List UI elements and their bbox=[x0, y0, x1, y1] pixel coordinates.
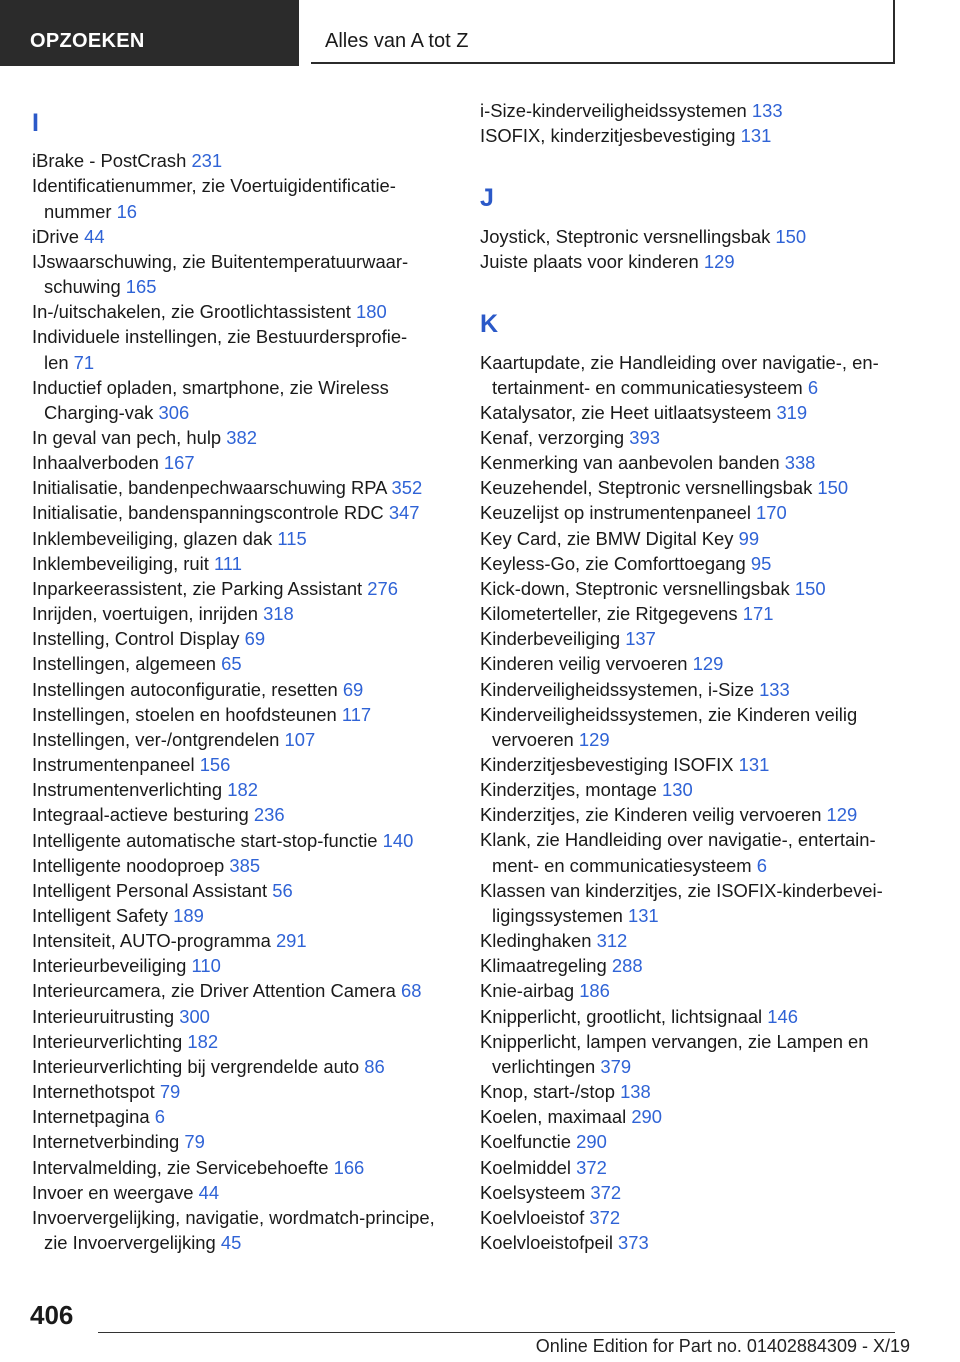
page-link[interactable]: 186 bbox=[579, 980, 610, 1002]
index-entry bbox=[32, 651, 452, 676]
index-entry bbox=[480, 123, 910, 148]
page-link[interactable]: 372 bbox=[576, 1156, 607, 1178]
section-gap bbox=[480, 274, 910, 299]
index-entry bbox=[32, 425, 452, 450]
entry-text: Koelsysteem bbox=[480, 1181, 586, 1203]
index-entry bbox=[32, 551, 452, 576]
entry-text: Juiste plaats voor kinderen bbox=[480, 250, 699, 272]
entry-text: Charging-vak bbox=[44, 401, 154, 423]
page-link[interactable]: 79 bbox=[159, 1081, 181, 1103]
page-link[interactable]: 338 bbox=[784, 452, 816, 474]
page-link[interactable]: 133 bbox=[759, 678, 790, 700]
index-entry bbox=[480, 98, 910, 123]
entry-text: Inparkeerassistent, zie Parking Assistant bbox=[32, 577, 363, 599]
index-entry bbox=[32, 1079, 452, 1104]
entry-text: Identificatienummer, zie Voertuigidentificatie- bbox=[32, 175, 396, 197]
entry-text: Internetverbinding bbox=[32, 1131, 180, 1153]
entry-text: Knop, start-/stop bbox=[480, 1081, 615, 1103]
entry-text: Kinderveiligheidssystemen, i-Size bbox=[480, 678, 754, 700]
page-link[interactable]: 99 bbox=[738, 527, 760, 549]
page-link[interactable]: 131 bbox=[627, 904, 659, 926]
page-link[interactable]: 6 bbox=[807, 376, 819, 398]
page-link[interactable]: 69 bbox=[244, 628, 266, 650]
entry-text: In-/uitschakelen, zie Grootlichtassistent bbox=[32, 301, 351, 323]
entry-text: zie Invoervergelijking bbox=[44, 1232, 216, 1254]
page-link[interactable]: 131 bbox=[738, 754, 770, 775]
page-number: 406 bbox=[30, 1300, 74, 1330]
index-entry bbox=[480, 626, 910, 651]
entry-text: Keuzehendel, Steptronic versnellingsbak bbox=[480, 477, 813, 499]
entry-text: Integraal-actieve besturing bbox=[32, 804, 249, 826]
page-link[interactable]: 79 bbox=[184, 1131, 205, 1153]
entry-text: Intelligente noodoproep bbox=[32, 854, 225, 876]
index-entry bbox=[32, 903, 452, 928]
index-entry bbox=[480, 500, 910, 525]
page-link[interactable]: 300 bbox=[179, 1005, 210, 1027]
entry-text: Koelvloeistof bbox=[480, 1206, 585, 1228]
index-entry bbox=[32, 1104, 452, 1129]
entry-text: Interieurcamera, zie Driver Attention Camera bbox=[32, 980, 396, 1002]
entry-text: Kinderbeveiliging bbox=[480, 628, 621, 650]
entry-text: Instrumentenpaneel bbox=[32, 754, 195, 776]
index-entry bbox=[32, 324, 452, 374]
entry-text: Knie-airbag bbox=[480, 980, 575, 1002]
index-entry bbox=[32, 224, 452, 249]
page-link[interactable]: 318 bbox=[263, 603, 294, 625]
page-link[interactable]: 86 bbox=[364, 1055, 385, 1077]
page-link[interactable]: 95 bbox=[750, 552, 772, 574]
index-entry bbox=[32, 802, 452, 827]
entry-text: Kick-down, Steptronic versnellingsbak bbox=[480, 577, 790, 599]
page-link[interactable]: 107 bbox=[284, 728, 316, 750]
page-link[interactable]: 56 bbox=[272, 879, 293, 901]
index-entry bbox=[480, 249, 910, 274]
index-entry bbox=[32, 727, 452, 752]
page-link[interactable]: 312 bbox=[596, 930, 628, 952]
page-link[interactable]: 129 bbox=[692, 653, 724, 675]
page-link[interactable]: 150 bbox=[775, 225, 807, 247]
page-link[interactable]: 182 bbox=[227, 779, 258, 801]
page-link[interactable]: 133 bbox=[751, 100, 783, 121]
index-entry bbox=[32, 576, 452, 601]
entry-text: Instrumentenverlichting bbox=[32, 779, 223, 801]
entry-text: Inklembeveiliging, glazen dak bbox=[32, 527, 273, 549]
entry-text: Individuele instellingen, zie Bestuurdersprofie- bbox=[32, 326, 408, 348]
entry-text: Initialisatie, bandenspanningscontrole RDC bbox=[32, 502, 384, 524]
entry-text: Koelfunctie bbox=[480, 1131, 571, 1153]
section-gap bbox=[480, 148, 910, 173]
entry-text: Instellingen, algemeen bbox=[32, 653, 217, 675]
entry-text: Intelligent Safety bbox=[32, 904, 168, 926]
page-link[interactable]: 167 bbox=[163, 452, 195, 474]
index-entry bbox=[480, 978, 910, 1003]
page-link[interactable]: 45 bbox=[220, 1232, 242, 1254]
page-link[interactable]: 170 bbox=[756, 502, 787, 524]
index-entry bbox=[32, 1155, 452, 1180]
page-link[interactable]: 129 bbox=[826, 804, 858, 826]
index-entry bbox=[480, 1205, 910, 1230]
page-link[interactable]: 372 bbox=[589, 1206, 621, 1228]
entry-text: IJswaarschuwing, zie Buitentemperatuurwaar- bbox=[32, 250, 409, 272]
index-entry bbox=[480, 601, 910, 626]
entry-text: ment- en communicatiesysteem bbox=[492, 854, 752, 876]
entry-text: Koelen, maximaal bbox=[480, 1106, 627, 1128]
page-link[interactable]: 372 bbox=[590, 1181, 622, 1203]
index-entry bbox=[32, 249, 452, 299]
page-link[interactable]: 150 bbox=[794, 577, 826, 599]
index-entry bbox=[32, 828, 452, 853]
page-link[interactable]: 65 bbox=[221, 653, 242, 675]
page-link[interactable]: 180 bbox=[356, 301, 387, 323]
page-link[interactable]: 129 bbox=[578, 728, 610, 750]
entry-text: Kinderzitjes, zie Kinderen veilig vervoeren bbox=[480, 804, 822, 826]
page-link[interactable]: 347 bbox=[388, 502, 420, 524]
entry-text: Kinderveiligheidssystemen, zie Kinderen veilig bbox=[480, 703, 858, 725]
footer-divider bbox=[98, 1332, 895, 1333]
index-entry bbox=[480, 1104, 910, 1129]
page-link[interactable]: 138 bbox=[620, 1081, 651, 1103]
page-link[interactable]: 115 bbox=[277, 527, 307, 549]
index-entry bbox=[480, 400, 910, 425]
entry-text: len bbox=[44, 351, 69, 373]
entry-text: Instelling, Control Display bbox=[32, 628, 240, 650]
index-entry bbox=[32, 928, 452, 953]
index-entry bbox=[32, 450, 452, 475]
entry-text: Kenaf, verzorging bbox=[480, 426, 625, 448]
entry-text: schuwing bbox=[44, 276, 121, 298]
index-entry bbox=[480, 752, 910, 777]
page-link[interactable]: 288 bbox=[611, 955, 643, 977]
page-link[interactable]: 231 bbox=[191, 150, 223, 172]
index-entry bbox=[480, 1129, 910, 1154]
entry-text: Keyless-Go, zie Comforttoegang bbox=[480, 552, 746, 574]
page-link[interactable]: 117 bbox=[341, 703, 372, 725]
page-link[interactable]: 319 bbox=[776, 401, 808, 423]
index-entry bbox=[32, 1054, 452, 1079]
entry-text: Intervalmelding, zie Servicebehoefte bbox=[32, 1156, 329, 1178]
index-entry bbox=[32, 878, 452, 903]
entry-text: Kledinghaken bbox=[480, 930, 592, 952]
index-entry bbox=[32, 500, 452, 525]
index-entry bbox=[32, 299, 452, 324]
page-link[interactable]: 131 bbox=[740, 125, 772, 147]
index-letter-heading: K bbox=[480, 310, 499, 339]
entry-text: Interieurverlichting bij vergrendelde auto bbox=[32, 1055, 360, 1077]
entry-text: verlichtingen bbox=[492, 1055, 596, 1077]
entry-text: Kilometerteller, zie Ritgegevens bbox=[480, 603, 738, 625]
entry-text: Internetpagina bbox=[32, 1106, 150, 1128]
entry-text: vervoeren bbox=[492, 728, 574, 750]
index-entry bbox=[480, 651, 910, 676]
entry-text: Key Card, zie BMW Digital Key bbox=[480, 527, 734, 549]
entry-text: Knipperlicht, lampen vervangen, zie Lampen en bbox=[480, 1030, 869, 1052]
page-link[interactable]: 111 bbox=[213, 552, 242, 574]
index-entry bbox=[480, 526, 910, 551]
index-entry bbox=[480, 777, 910, 802]
index-entry bbox=[32, 526, 452, 551]
page-link[interactable]: 69 bbox=[342, 678, 364, 700]
page-link[interactable]: 385 bbox=[229, 854, 261, 876]
index-entry bbox=[480, 224, 910, 249]
page-link[interactable]: 171 bbox=[742, 603, 774, 625]
entry-text: Koelmiddel bbox=[480, 1156, 571, 1178]
entry-text: Knipperlicht, grootlicht, lichtsignaal bbox=[480, 1005, 763, 1027]
entry-text: iDrive bbox=[32, 225, 80, 247]
entry-text: i-Size-kinderveiligheidssystemen bbox=[480, 100, 747, 121]
page-link[interactable]: 146 bbox=[767, 1005, 798, 1027]
index-entry bbox=[480, 702, 910, 752]
entry-text: Koelvloeistofpeil bbox=[480, 1231, 613, 1253]
entry-text: Interieurbeveiliging bbox=[32, 955, 187, 977]
index-letter-heading: I bbox=[32, 109, 39, 137]
entry-text: Instellingen, ver-/ontgrendelen bbox=[32, 728, 280, 750]
index-entry bbox=[32, 375, 452, 425]
index-entry bbox=[480, 1029, 910, 1079]
index-entry bbox=[32, 148, 452, 173]
page-link[interactable]: 6 bbox=[154, 1106, 165, 1128]
entry-text: Kenmerking van aanbevolen banden bbox=[480, 452, 780, 474]
entry-text: Instellingen autoconfiguratie, resetten bbox=[32, 678, 338, 700]
entry-text: Intelligente automatische start-stop-functie bbox=[32, 829, 378, 851]
index-entry bbox=[480, 450, 910, 475]
index-column-left bbox=[32, 98, 452, 1255]
topic-title: Alles van A tot Z bbox=[311, 0, 895, 64]
page-link[interactable]: 352 bbox=[391, 477, 423, 499]
index-entry bbox=[32, 677, 452, 702]
index-entry bbox=[480, 475, 910, 500]
entry-text: ISOFIX, kinderzitjesbevestiging bbox=[480, 125, 736, 147]
page-link[interactable]: 137 bbox=[625, 628, 656, 650]
entry-text: Joystick, Steptronic versnellingsbak bbox=[480, 225, 771, 247]
entry-text: Kaartupdate, zie Handleiding over navigatie-, en- bbox=[480, 351, 879, 373]
index-entry bbox=[480, 350, 910, 400]
index-entry bbox=[32, 777, 452, 802]
entry-text: Interieuruitrusting bbox=[32, 1005, 175, 1027]
page-link[interactable]: 166 bbox=[333, 1156, 365, 1178]
index-entry bbox=[480, 1004, 910, 1029]
page-link[interactable]: 290 bbox=[631, 1106, 662, 1128]
entry-text: Instellingen, stoelen en hoofdsteunen bbox=[32, 703, 337, 725]
entry-text: Kinderzitjes, montage bbox=[480, 779, 657, 801]
entry-text: Internethotspot bbox=[32, 1081, 155, 1103]
page-link[interactable]: 68 bbox=[401, 980, 422, 1002]
index-entry bbox=[480, 1180, 910, 1205]
entry-text: Katalysator, zie Heet uitlaatsysteem bbox=[480, 401, 772, 423]
index-entry bbox=[32, 173, 452, 223]
entry-text: nummer bbox=[44, 200, 112, 222]
index-entry bbox=[32, 1205, 452, 1255]
entry-text: Klimaatregeling bbox=[480, 955, 607, 977]
page-link[interactable]: 165 bbox=[125, 276, 157, 298]
index-column-right bbox=[480, 98, 910, 1255]
index-entry bbox=[32, 953, 452, 978]
index-entry bbox=[480, 802, 910, 827]
page-link[interactable]: 373 bbox=[618, 1231, 649, 1253]
edition-note: Online Edition for Part no. 01402884309 - X/19 bbox=[535, 1336, 910, 1356]
page-link[interactable]: 140 bbox=[382, 829, 414, 851]
index-entry bbox=[480, 878, 910, 928]
entry-text: Keuzelijst op instrumentenpaneel bbox=[480, 502, 751, 524]
index-entry bbox=[32, 978, 452, 1003]
index-entry bbox=[480, 425, 910, 450]
entry-text: Klank, zie Handleiding over navigatie-, entertain- bbox=[480, 829, 876, 851]
section-title: OPZOEKEN bbox=[0, 0, 299, 66]
index-entry bbox=[32, 702, 452, 727]
index-entry bbox=[32, 1004, 452, 1029]
index-entry bbox=[32, 752, 452, 777]
page-link[interactable]: 182 bbox=[187, 1030, 219, 1052]
page-link[interactable]: 306 bbox=[158, 401, 190, 423]
page-link[interactable]: 379 bbox=[600, 1055, 632, 1077]
index-entry bbox=[32, 475, 452, 500]
index-entry bbox=[480, 953, 910, 978]
page-link[interactable]: 189 bbox=[173, 904, 204, 926]
index-entry bbox=[480, 677, 910, 702]
page-header bbox=[0, 0, 960, 66]
page-link[interactable]: 393 bbox=[629, 426, 660, 448]
entry-text: Kinderen veilig vervoeren bbox=[480, 653, 688, 675]
entry-text: Klassen van kinderzitjes, zie ISOFIX-kinderbevei- bbox=[480, 879, 883, 901]
entry-text: Invoer en weergave bbox=[32, 1181, 194, 1203]
page-link[interactable]: 130 bbox=[661, 779, 693, 801]
entry-text: iBrake - PostCrash bbox=[32, 150, 187, 172]
index-entry bbox=[32, 601, 452, 626]
index-entry bbox=[480, 551, 910, 576]
index-entry bbox=[480, 928, 910, 953]
page-link[interactable]: 129 bbox=[703, 250, 735, 272]
page-link[interactable]: 291 bbox=[275, 930, 307, 952]
index-entry bbox=[480, 1079, 910, 1104]
page-link[interactable]: 110 bbox=[191, 955, 221, 977]
entry-text: Inductief opladen, smartphone, zie Wireless bbox=[32, 376, 389, 398]
index-entry bbox=[480, 827, 910, 877]
entry-text: Inrijden, voertuigen, inrijden bbox=[32, 603, 258, 625]
index-entry bbox=[32, 626, 452, 651]
index-letter-heading: J bbox=[480, 184, 494, 213]
entry-text: ligingssystemen bbox=[492, 904, 623, 926]
entry-text: tertainment- en communicatiesysteem bbox=[492, 376, 803, 398]
entry-text: Kinderzitjesbevestiging ISOFIX bbox=[480, 754, 734, 775]
page-link[interactable]: 71 bbox=[73, 351, 95, 373]
entry-text: Inhaalverboden bbox=[32, 452, 159, 474]
page-link[interactable]: 290 bbox=[576, 1131, 607, 1153]
page-link[interactable]: 236 bbox=[253, 804, 285, 826]
page-link[interactable]: 276 bbox=[367, 577, 398, 599]
index-entry bbox=[480, 1155, 910, 1180]
index-entry bbox=[480, 1230, 910, 1255]
page-link[interactable]: 382 bbox=[226, 427, 257, 449]
index-entry bbox=[32, 853, 452, 878]
entry-text: In geval van pech, hulp bbox=[32, 427, 222, 449]
page-link[interactable]: 16 bbox=[116, 200, 138, 222]
page-link[interactable]: 44 bbox=[198, 1181, 220, 1203]
page-link[interactable]: 150 bbox=[817, 477, 849, 499]
entry-text: Interieurverlichting bbox=[32, 1030, 183, 1052]
entry-text: Intensiteit, AUTO-programma bbox=[32, 930, 271, 952]
index-entry bbox=[32, 1029, 452, 1054]
index-entry bbox=[32, 1129, 452, 1154]
page-link[interactable]: 6 bbox=[756, 854, 767, 876]
entry-text: Inklembeveiliging, ruit bbox=[32, 552, 209, 574]
page-link[interactable]: 44 bbox=[84, 225, 105, 247]
entry-text: Initialisatie, bandenpechwaarschuwing RPA bbox=[32, 477, 387, 499]
page-link[interactable]: 156 bbox=[199, 754, 231, 776]
index-entry bbox=[480, 576, 910, 601]
entry-text: Invoervergelijking, navigatie, wordmatch-principe, bbox=[32, 1206, 435, 1228]
index-entry bbox=[32, 1180, 452, 1205]
entry-text: Intelligent Personal Assistant bbox=[32, 879, 268, 901]
